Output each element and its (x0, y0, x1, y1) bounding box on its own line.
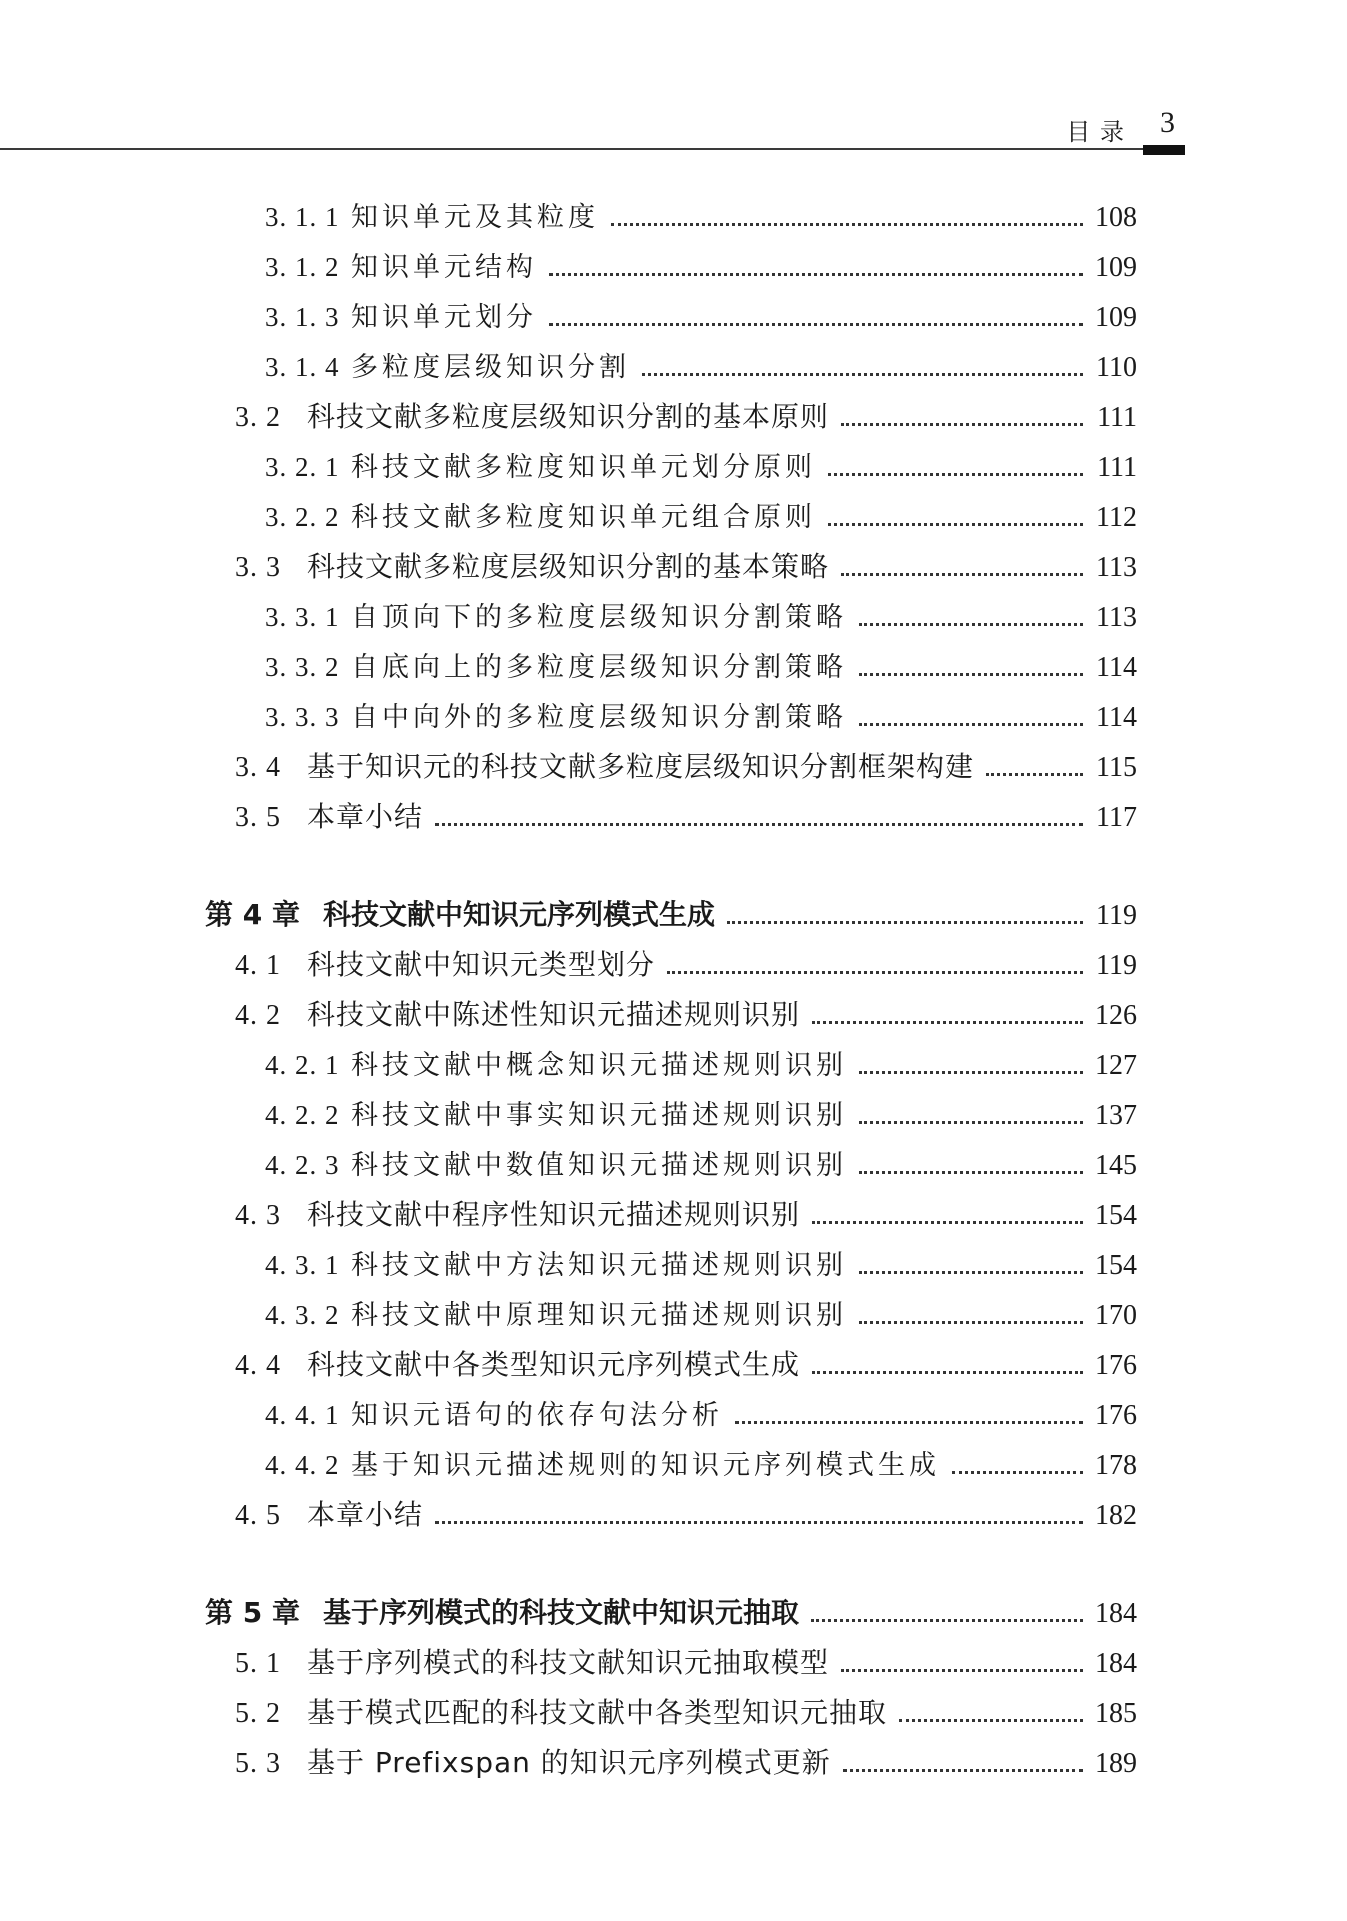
toc-entry-number: 4. 4. 1 (265, 1400, 340, 1430)
toc-entry-number: 3. 1. 2 (265, 252, 340, 282)
toc-section-entry (235, 1493, 1137, 1529)
toc-entry-number: 3. 2. 2 (265, 502, 340, 532)
toc-section-entry (235, 943, 1137, 979)
toc-subsection-entry (235, 645, 1137, 681)
toc-entry-page: 176 (1095, 1400, 1137, 1431)
toc-dot-leader (727, 920, 1083, 924)
toc-entry-number: 3. 1. 1 (265, 202, 340, 232)
toc-entry-title: 基于模式匹配的科技文献中各类型知识元抽取 (307, 1696, 888, 1729)
toc-entry-title: 科技文献中各类型知识元序列模式生成 (307, 1348, 801, 1381)
toc-entry-page: 145 (1095, 1150, 1137, 1181)
toc-entry-title: 科技文献中数值知识元描述规则识别 (351, 1150, 847, 1181)
toc-entry-number: 4. 3. 2 (265, 1300, 340, 1330)
toc-subsection-entry (235, 245, 1137, 281)
toc-entry-title: 基于序列模式的科技文献中知识元抽取 (323, 1596, 800, 1629)
toc-dot-leader (642, 372, 1083, 376)
toc-section-entry (235, 1641, 1137, 1677)
toc-entry-page: 119 (1096, 950, 1137, 981)
toc-entry-title: 基于知识元描述规则的知识元序列模式生成 (351, 1450, 940, 1481)
toc-dot-leader (435, 822, 1083, 826)
toc-entry-page: 113 (1096, 552, 1137, 583)
toc-entry-title: 自底向上的多粒度层级知识分割策略 (351, 652, 847, 683)
toc-dot-leader (812, 1370, 1083, 1374)
toc-entry-number: 4. 2. 1 (265, 1050, 340, 1080)
toc-subsection-entry (235, 1093, 1137, 1129)
toc-entry-number: 3. 2 (235, 402, 281, 433)
toc-entry-title: 科技文献中陈述性知识元描述规则识别 (307, 998, 801, 1031)
toc-entry-number: 4. 3. 1 (265, 1250, 340, 1280)
toc-dot-leader (841, 422, 1083, 426)
toc-section-entry (235, 993, 1137, 1029)
toc-entry-number: 5. 2 (235, 1698, 281, 1729)
toc-dot-leader (859, 1120, 1083, 1124)
toc-entry-page: 108 (1095, 202, 1137, 233)
toc-chapter-entry (205, 1591, 1137, 1627)
toc-dot-leader (735, 1420, 1083, 1424)
toc-subsection-entry (235, 445, 1137, 481)
toc-dot-leader (841, 1668, 1083, 1672)
toc-entry-title: 科技文献中方法知识元描述规则识别 (351, 1250, 847, 1281)
header-tab-marker (1143, 145, 1185, 155)
toc-entry-title: 科技文献多粒度知识单元组合原则 (351, 502, 816, 533)
toc-subsection-entry (235, 1393, 1137, 1429)
header-section-title: 目 录 (1066, 118, 1125, 146)
toc-section-entry (235, 395, 1137, 431)
toc-entry-number: 3. 3. 1 (265, 602, 340, 632)
toc-entry-number: 4. 4. 2 (265, 1450, 340, 1480)
toc-section-entry (235, 1343, 1137, 1379)
toc-entry-number: 第 4 章 (205, 898, 300, 931)
toc-entry-page: 185 (1095, 1698, 1137, 1729)
toc-subsection-entry (235, 695, 1137, 731)
toc-entry-number: 4. 2 (235, 1000, 281, 1031)
toc-entry-title: 科技文献中知识元序列模式生成 (323, 898, 716, 931)
header-page-number: 3 (1160, 106, 1175, 139)
toc-dot-leader (859, 1270, 1083, 1274)
toc-entry-page: 184 (1095, 1598, 1137, 1629)
toc-entry-page: 127 (1095, 1050, 1137, 1081)
toc-entry-number: 4. 1 (235, 950, 281, 981)
toc-entry-number: 3. 5 (235, 802, 281, 833)
toc-dot-leader (843, 1768, 1083, 1772)
toc-entry-title: 科技文献多粒度层级知识分割的基本策略 (307, 550, 830, 583)
toc-entry-title: 科技文献中知识元类型划分 (307, 948, 656, 981)
toc-section-entry (235, 1691, 1137, 1727)
toc-entry-number: 3. 4 (235, 752, 281, 783)
toc-dot-leader (859, 672, 1083, 676)
toc-dot-leader (812, 1020, 1083, 1024)
toc-subsection-entry (235, 1293, 1137, 1329)
toc-entry-number: 4. 2. 3 (265, 1150, 340, 1180)
toc-entry-page: 114 (1096, 702, 1137, 733)
toc-entry-page: 154 (1095, 1200, 1137, 1231)
toc-entry-title: 知识单元划分 (351, 302, 537, 333)
toc-dot-leader (435, 1520, 1083, 1524)
toc-entry-title: 自顶向下的多粒度层级知识分割策略 (351, 602, 847, 633)
toc-dot-leader (811, 1618, 1083, 1622)
toc-entry-page: 109 (1095, 302, 1137, 333)
toc-entry-page: 111 (1097, 452, 1137, 483)
toc-entry-page: 126 (1095, 1000, 1137, 1031)
toc-entry-page: 189 (1095, 1748, 1137, 1779)
toc-entry-title: 本章小结 (307, 1498, 424, 1531)
toc-section-entry (235, 1741, 1137, 1777)
toc-dot-leader (611, 222, 1083, 226)
header-rule (0, 148, 1185, 150)
toc-subsection-entry (235, 195, 1137, 231)
toc-entry-page: 117 (1096, 802, 1137, 833)
toc-entry-page: 178 (1095, 1450, 1137, 1481)
toc-entry-title: 科技文献中概念知识元描述规则识别 (351, 1050, 847, 1081)
toc-entry-page: 119 (1096, 900, 1137, 931)
toc-entry-page: 137 (1095, 1100, 1137, 1131)
toc-dot-leader (859, 1320, 1083, 1324)
toc-dot-leader (899, 1718, 1083, 1722)
toc-entry-page: 112 (1096, 502, 1137, 533)
toc-entry-number: 3. 1. 4 (265, 352, 340, 382)
toc-entry-number: 4. 2. 2 (265, 1100, 340, 1130)
toc-entry-number: 4. 5 (235, 1500, 281, 1531)
toc-dot-leader (828, 522, 1083, 526)
toc-entry-number: 4. 3 (235, 1200, 281, 1231)
toc-subsection-entry (235, 1143, 1137, 1179)
toc-entry-number: 5. 1 (235, 1648, 281, 1679)
toc-section-entry (235, 1193, 1137, 1229)
toc-entry-title: 自中向外的多粒度层级知识分割策略 (351, 702, 847, 733)
toc-dot-leader (986, 772, 1083, 776)
toc-entry-number: 4. 4 (235, 1350, 281, 1381)
toc-subsection-entry (235, 1243, 1137, 1279)
toc-entry-number: 3. 2. 1 (265, 452, 340, 482)
toc-dot-leader (859, 722, 1083, 726)
toc-entry-page: 182 (1095, 1500, 1137, 1531)
toc-entry-title: 基于知识元的科技文献多粒度层级知识分割框架构建 (307, 750, 975, 783)
toc-entry-title: 多粒度层级知识分割 (351, 352, 630, 383)
toc-subsection-entry (235, 495, 1137, 531)
toc-dot-leader (549, 322, 1083, 326)
toc-entry-page: 110 (1096, 352, 1137, 383)
toc-dot-leader (952, 1470, 1083, 1474)
toc-section-entry (235, 795, 1137, 831)
toc-entry-page: 154 (1095, 1250, 1137, 1281)
toc-dot-leader (828, 472, 1083, 476)
toc-entry-title: 知识单元结构 (351, 252, 537, 283)
toc-subsection-entry (235, 1443, 1137, 1479)
toc-subsection-entry (235, 295, 1137, 331)
toc-entry-page: 115 (1096, 752, 1137, 783)
toc-dot-leader (859, 1170, 1083, 1174)
toc-subsection-entry (235, 595, 1137, 631)
toc-dot-leader (667, 970, 1083, 974)
toc-dot-leader (859, 1070, 1083, 1074)
toc-entry-number: 5. 3 (235, 1748, 281, 1779)
toc-entry-number: 3. 1. 3 (265, 302, 340, 332)
toc-entry-title: 本章小结 (307, 800, 424, 833)
toc-entry-page: 109 (1095, 252, 1137, 283)
toc-entry-number: 3. 3. 3 (265, 702, 340, 732)
toc-entry-page: 114 (1096, 652, 1137, 683)
toc-dot-leader (812, 1220, 1083, 1224)
toc-entry-title: 基于序列模式的科技文献知识元抽取模型 (307, 1646, 830, 1679)
toc-entry-title: 科技文献多粒度知识单元划分原则 (351, 452, 816, 483)
toc-entry-page: 170 (1095, 1300, 1137, 1331)
toc-entry-title: 知识元语句的依存句法分析 (351, 1400, 723, 1431)
toc-dot-leader (549, 272, 1083, 276)
toc-entry-title: 基于 Prefixspan 的知识元序列模式更新 (307, 1746, 831, 1779)
toc-entry-number: 第 5 章 (205, 1596, 300, 1629)
toc-entry-title: 科技文献多粒度层级知识分割的基本原则 (307, 400, 830, 433)
toc-entry-title: 科技文献中事实知识元描述规则识别 (351, 1100, 847, 1131)
toc-section-entry (235, 745, 1137, 781)
toc-entry-title: 科技文献中程序性知识元描述规则识别 (307, 1198, 801, 1231)
toc-entry-page: 176 (1095, 1350, 1137, 1381)
toc-chapter-entry (205, 893, 1137, 929)
toc-subsection-entry (235, 1043, 1137, 1079)
toc-entry-title: 知识单元及其粒度 (351, 202, 599, 233)
toc-entry-number: 3. 3 (235, 552, 281, 583)
toc-entry-number: 3. 3. 2 (265, 652, 340, 682)
running-header (0, 108, 1185, 150)
toc-entry-page: 111 (1097, 402, 1137, 433)
toc-subsection-entry (235, 345, 1137, 381)
toc-dot-leader (841, 572, 1083, 576)
toc-entry-page: 113 (1096, 602, 1137, 633)
toc-section-entry (235, 545, 1137, 581)
toc-dot-leader (859, 622, 1083, 626)
toc-entry-page: 184 (1095, 1648, 1137, 1679)
toc-entry-title: 科技文献中原理知识元描述规则识别 (351, 1300, 847, 1331)
